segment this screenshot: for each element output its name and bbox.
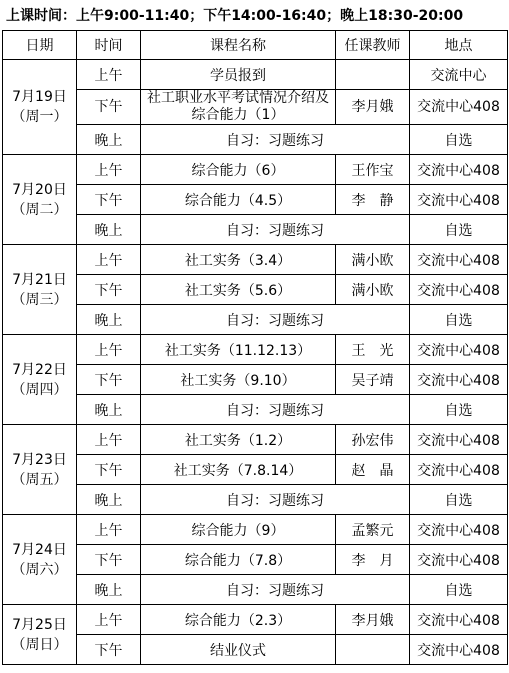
time-cell: 下午: [77, 545, 141, 575]
teacher-cell: 李 月: [336, 545, 410, 575]
course-cell: 社工实务（9.10）: [141, 365, 336, 395]
place-cell: 自选: [410, 395, 508, 425]
place-cell: 交流中心408: [410, 155, 508, 185]
table-row: [3, 485, 508, 515]
course-cell: 自习：习题练习: [141, 395, 410, 425]
column-header-place: 地点: [410, 31, 508, 60]
teacher-cell: 王 光: [336, 335, 410, 365]
time-cell: 上午: [77, 155, 141, 185]
date-text: 7月19日: [12, 89, 67, 105]
teacher-cell: [336, 635, 410, 665]
column-header-time: 时间: [77, 31, 141, 60]
table-row: [3, 275, 508, 305]
date-cell: [3, 155, 77, 245]
place-cell: 交流中心408: [410, 605, 508, 635]
course-cell: 社工实务（5.6）: [141, 275, 336, 305]
course-cell: 自习：习题练习: [141, 575, 410, 605]
time-cell: 上午: [77, 515, 141, 545]
table-row: [3, 305, 508, 335]
weekday-text: （周四）: [11, 381, 68, 398]
course-cell: 自习：习题练习: [141, 485, 410, 515]
course-cell: 自习：习题练习: [141, 215, 410, 245]
course-cell: 自习：习题练习: [141, 125, 410, 155]
time-cell: 晚上: [77, 305, 141, 335]
weekday-text: （周日）: [11, 636, 68, 653]
table-row: [3, 90, 508, 125]
time-cell: 下午: [77, 185, 141, 215]
place-cell: 交流中心408: [410, 245, 508, 275]
table-row: [3, 365, 508, 395]
time-cell: 上午: [77, 60, 141, 90]
course-cell: 综合能力（6）: [141, 155, 336, 185]
date-cell: [3, 605, 77, 665]
date-text: 7月21日: [12, 271, 67, 288]
weekday-text: （周三）: [11, 291, 68, 308]
course-cell: 自习：习题练习: [141, 305, 410, 335]
teacher-cell: 李月娥: [336, 90, 410, 125]
table-row: [3, 545, 508, 575]
teacher-cell: 孟繁元: [336, 515, 410, 545]
teacher-cell: 王作宝: [336, 155, 410, 185]
time-cell: 下午: [77, 635, 141, 665]
table-row: [3, 425, 508, 455]
date-text: 7月22日: [12, 361, 67, 378]
table-row: [3, 575, 508, 605]
table-row: [3, 60, 508, 90]
teacher-cell: 满小欧: [336, 245, 410, 275]
teacher-cell: 吴子靖: [336, 365, 410, 395]
place-cell: 自选: [410, 485, 508, 515]
table-row: [3, 605, 508, 635]
time-cell: 晚上: [77, 575, 141, 605]
course-cell: 社工实务（11.12.13）: [141, 335, 336, 365]
place-cell: 交流中心408: [410, 635, 508, 665]
course-cell: 社工实务（1.2）: [141, 425, 336, 455]
place-cell: 交流中心: [410, 60, 508, 90]
table-row: [3, 455, 508, 485]
course-cell: 综合能力（9）: [141, 515, 336, 545]
place-cell: 自选: [410, 305, 508, 335]
course-cell: 综合能力（4.5）: [141, 185, 336, 215]
time-cell: 晚上: [77, 485, 141, 515]
date-text: 7月24日: [12, 541, 67, 558]
time-cell: 晚上: [77, 215, 141, 245]
place-cell: 交流中心408: [410, 90, 508, 125]
course-cell: 社工实务（3.4）: [141, 245, 336, 275]
place-cell: 自选: [410, 215, 508, 245]
table-row: [3, 335, 508, 365]
schedule-time-header: 上课时间：上午9:00-11:40；下午14:00-16:40；晚上18:30-20:00: [6, 8, 464, 24]
time-cell: 下午: [77, 275, 141, 305]
place-cell: 交流中心408: [410, 515, 508, 545]
course-cell: 综合能力（2.3）: [141, 605, 336, 635]
course-cell: 综合能力（7.8）: [141, 545, 336, 575]
time-cell: 晚上: [77, 395, 141, 425]
course-cell: 结业仪式: [141, 635, 336, 665]
time-cell: 上午: [77, 425, 141, 455]
weekday-text: （周二）: [11, 201, 68, 218]
column-header-course: 课程名称: [141, 31, 336, 60]
time-cell: 上午: [77, 245, 141, 275]
place-cell: 交流中心408: [410, 455, 508, 485]
time-cell: 下午: [77, 455, 141, 485]
date-text: 7月20日: [12, 181, 67, 198]
table-row: [3, 215, 508, 245]
weekday-text: （周一）: [11, 109, 68, 125]
column-header-date: 日期: [3, 31, 77, 60]
time-cell: 下午: [77, 90, 141, 125]
place-cell: 自选: [410, 575, 508, 605]
date-cell: [3, 245, 77, 335]
course-schedule-table: [2, 30, 508, 665]
teacher-cell: [336, 60, 410, 90]
table-row: [3, 185, 508, 215]
place-cell: 交流中心408: [410, 365, 508, 395]
date-cell: [3, 515, 77, 605]
weekday-text: （周五）: [11, 471, 68, 488]
time-cell: 晚上: [77, 125, 141, 155]
place-cell: 交流中心408: [410, 275, 508, 305]
course-cell: 学员报到: [141, 60, 336, 90]
table-row: [3, 395, 508, 425]
date-text: 7月23日: [12, 451, 67, 468]
place-cell: 自选: [410, 125, 508, 155]
place-cell: 交流中心408: [410, 335, 508, 365]
teacher-cell: 李 静: [336, 185, 410, 215]
date-cell: [3, 335, 77, 425]
table-row: [3, 125, 508, 155]
date-cell: [3, 425, 77, 515]
place-cell: 交流中心408: [410, 545, 508, 575]
teacher-cell: 满小欧: [336, 275, 410, 305]
table-row: [3, 635, 508, 665]
time-cell: 下午: [77, 365, 141, 395]
time-cell: 上午: [77, 335, 141, 365]
place-cell: 交流中心408: [410, 185, 508, 215]
weekday-text: （周六）: [11, 561, 68, 578]
table-row: [3, 155, 508, 185]
column-header-teacher: 任课教师: [336, 31, 410, 60]
course-cell: 社工实务（7.8.14）: [141, 455, 336, 485]
teacher-cell: 孙宏伟: [336, 425, 410, 455]
teacher-cell: 赵 晶: [336, 455, 410, 485]
date-text: 7月25日: [12, 616, 67, 633]
course-cell: 社工职业水平考试情况介绍及综合能力（1）: [141, 90, 336, 125]
place-cell: 交流中心408: [410, 425, 508, 455]
table-header-row: [3, 31, 508, 60]
table-row: [3, 245, 508, 275]
table-row: [3, 515, 508, 545]
time-cell: 上午: [77, 605, 141, 635]
date-cell: [3, 60, 77, 155]
teacher-cell: 李月娥: [336, 605, 410, 635]
